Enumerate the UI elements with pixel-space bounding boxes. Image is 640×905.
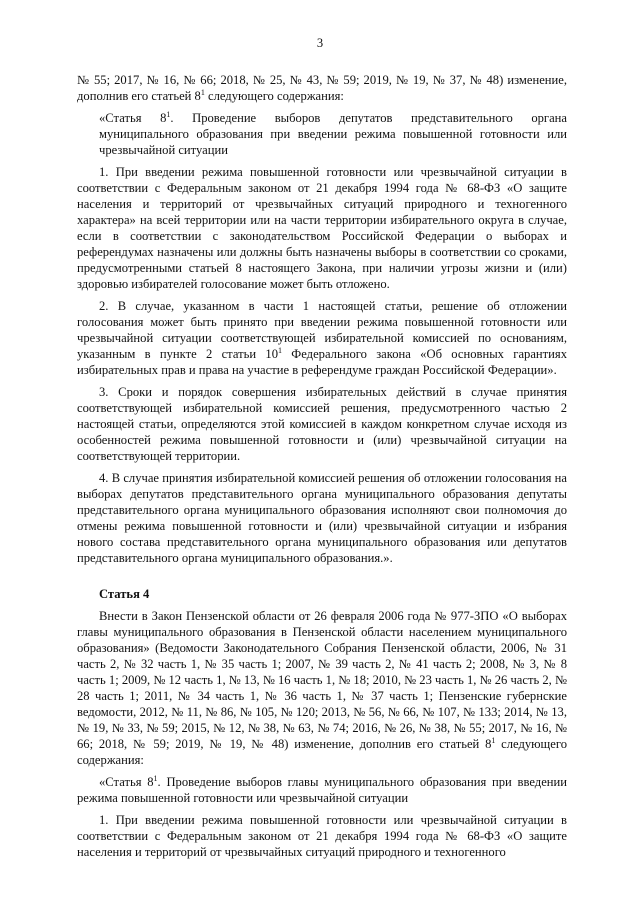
paragraph-intro: № 55; 2017, № 16, № 66; 2018, № 25, № 43, № 59; 2019, № 19, № 37, № 48) изменение, дополнив его статьей $8^1$ следующего содержания: <box>77 73 567 103</box>
page-number: 3 <box>316 36 324 50</box>
article-4-heading: Статья 4 <box>99 587 150 601</box>
paragraph-part-1-b: 1. При введении режима повышенной готовности или чрезвычайной ситуации в соответствии с Федеральным законом от 21 декабря 1994 года № 68-ФЗ «О защите населения и территорий от чрезвычайных ситуаций природного и техногенного <box>77 813 567 859</box>
article-8-1-heading-2: «Статья $8^1$. Проведение выборов главы муниципального образования при введении режима повышенной готовности или чрезвычайной ситуации <box>77 773 567 805</box>
paragraph-article-4: Внести в Закон Пензенской области от 26 февраля 2006 года № 977-ЗПО «О выборах главы муниципального образования в Пензенской области населением муниципального образования» (Ведомости Законодательного Собрания Пензенской области, 2006, № 31 часть 2, № 32 часть 1, № 35 часть 1; 2007, № 39 часть 2, № 41 часть 2; 2008, № 3, № 8 часть 1; 2009, № 12 часть 1, № 13, № 16 часть 1, № 18; 2010, № 23 часть 1, № 26 часть 2, № 28 часть 1; 2011, № 34 часть 1, № 36 часть 1, № 37 часть 1; Пензенские губернские ведомости, 2012, № 11, № 86, № 105, № 120; 2013, № 56, № 66, № 107, № 133; 2014, № 13, № 19, № 33, № 59; 2015, № 12, № 38, № 63, № 74; 2016, № 26, № 38, № 55; 2017, № 16, № 66; 2018, № 59; 2019, № 19, № 48) изменение, дополнив его статьей $8^1$ следующего содержания: <box>77 609 567 767</box>
article-8-1-heading: «Статья $8^1$. Проведение выборов депутатов представительного органа муниципального образования при введении режима повышенной готовности или чрезвычайной ситуации <box>99 109 568 157</box>
paragraph-part-3: 3. Сроки и порядок совершения избирательных действий в случае принятия соответствующей избирательной комиссией решения, предусмотренного частью 2 настоящей статьи, определяются этой комиссией в каждом конкретном случае исходя из особенностей режима повышенной готовности и (или) чрезвычайной ситуации на соответствующей территории. <box>77 385 567 463</box>
paragraph-part-4: 4. В случае принятия избирательной комиссией решения об отложении голосования на выборах депутатов представительного органа муниципального образования депутаты представительного органа муниципального образования исполняют свои полномочия до отмены режима повышенной готовности и (или) чрезвычайной ситуации и избрания нового состава представительного органа муниципального образования или депутатов представительного органа муниципального образования.». <box>77 471 567 565</box>
paragraph-part-2: 2. В случае, указанном в части 1 настоящей статьи, решение об отложении голосования может быть принято при введении режима повышенной готовности или чрезвычайной ситуации соответствующей избирательной комиссией по основаниям, указанным в пункте 2 статьи $10^1$ Федерального закона «Об основных гарантиях избирательных прав и права на участие в референдуме граждан Российской Федерации». <box>77 299 567 377</box>
paragraph-part-1: 1. При введении режима повышенной готовности или чрезвычайной ситуации в соответствии с Федеральным законом от 21 декабря 1994 года № 68-ФЗ «О защите населения и территорий от чрезвычайных ситуаций природного и техногенного характера» на всей территории или на части территории избирательного округа в случае, если в соответствии с законодательством Российской Федерации о выборах и референдумах назначены или должны быть назначены выборы в соответствии со сроками, предусмотренными статьей 8 настоящего Закона, при наличии угрозы жизни и (или) здоровью избирателей голосование может быть отложено. <box>77 165 567 291</box>
document-body <box>77 72 567 860</box>
